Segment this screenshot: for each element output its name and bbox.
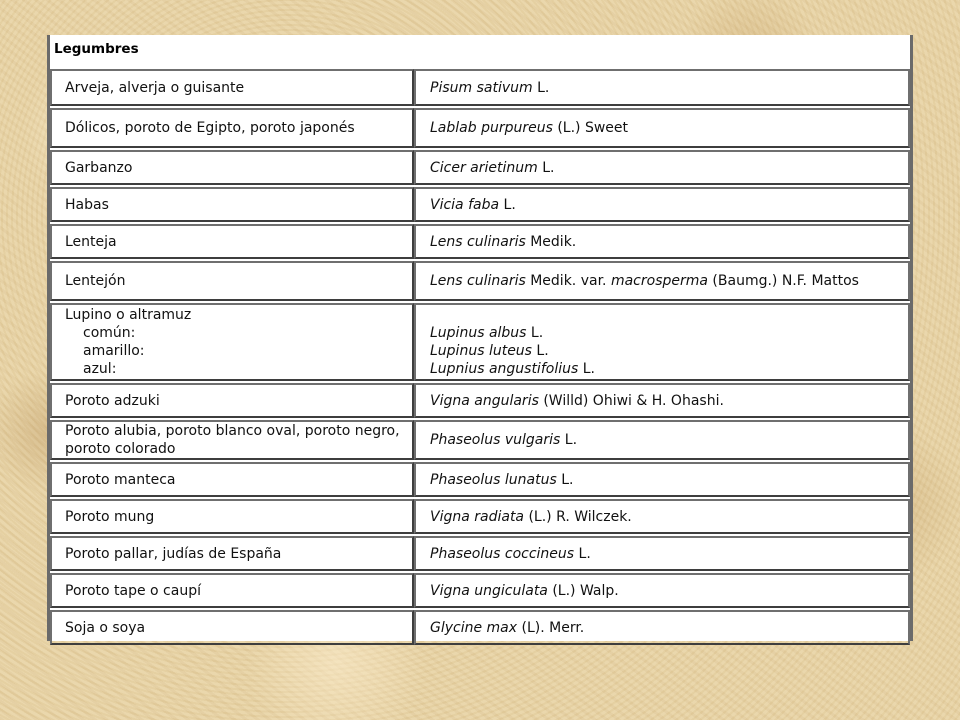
scientific-name-cell: Vicia faba L. [414,187,910,222]
scientific-name-cell [414,303,910,381]
legumes-table-panel [47,35,913,641]
legumes-table [50,67,910,647]
table-row [50,610,910,645]
table-row [50,224,910,259]
scientific-name-cell: Phaseolus coccineus L. [414,536,910,571]
table-row [50,420,910,460]
scientific-name-cell: Glycine max (L). Merr. [414,610,910,645]
common-name-cell: Poroto manteca [50,462,414,497]
common-name-cell: Arveja, alverja o guisante [50,69,414,106]
scientific-name-cell: Vigna angularis (Willd) Ohiwi & H. Ohashi. [414,383,910,418]
table-row [50,536,910,571]
common-name-cell: Poroto mung [50,499,414,534]
common-name-cell: Habas [50,187,414,222]
scientific-name-cell: Vigna ungiculata (L.) Walp. [414,573,910,608]
table-row [50,150,910,185]
table-row [50,573,910,608]
common-name-cell: Lentejón [50,261,414,301]
table-row [50,187,910,222]
common-name-cell: Soja o soya [50,610,414,645]
common-name-cell: Lenteja [50,224,414,259]
table-row [50,383,910,418]
scientific-name-line: Lupinus luteus L. [430,343,549,359]
lupine-label: Lupino o altramuz [65,307,192,323]
table-heading: Legumbres [54,41,139,57]
scientific-name-cell: Lens culinaris Medik. [414,224,910,259]
table-row [50,108,910,148]
scientific-name-cell: Pisum sativum L. [414,69,910,106]
scientific-name-line: Lupinus albus L. [430,325,544,341]
table-row [50,499,910,534]
scientific-name-cell: Vigna radiata (L.) R. Wilczek. [414,499,910,534]
common-name-cell [50,303,414,381]
common-name-cell: Garbanzo [50,150,414,185]
common-name-cell: Poroto pallar, judías de España [50,536,414,571]
lupine-sub-label: amarillo: [83,343,145,359]
lupine-sub-label: común: [83,325,136,341]
common-name-cell: Poroto adzuki [50,383,414,418]
table-row [50,462,910,497]
scientific-name-cell: Phaseolus vulgaris L. [414,420,910,460]
scientific-name-cell: Lens culinaris Medik. var. macrosperma (Baumg.) N.F. Mattos [414,261,910,301]
table-row [50,69,910,106]
scientific-name-cell: Cicer arietinum L. [414,150,910,185]
common-name-cell: Poroto tape o caupí [50,573,414,608]
table-row [50,261,910,301]
scientific-name-cell: Phaseolus lunatus L. [414,462,910,497]
lupine-sub-label: azul: [83,361,117,377]
scientific-name-cell: Lablab purpureus (L.) Sweet [414,108,910,148]
table-row [50,303,910,381]
common-name-cell: Poroto alubia, poroto blanco oval, poroto negro, poroto colorado [50,420,414,460]
scientific-name-line: Lupnius angustifolius L. [430,361,595,377]
right-border [910,35,913,641]
common-name-cell: Dólicos, poroto de Egipto, poroto japonés [50,108,414,148]
